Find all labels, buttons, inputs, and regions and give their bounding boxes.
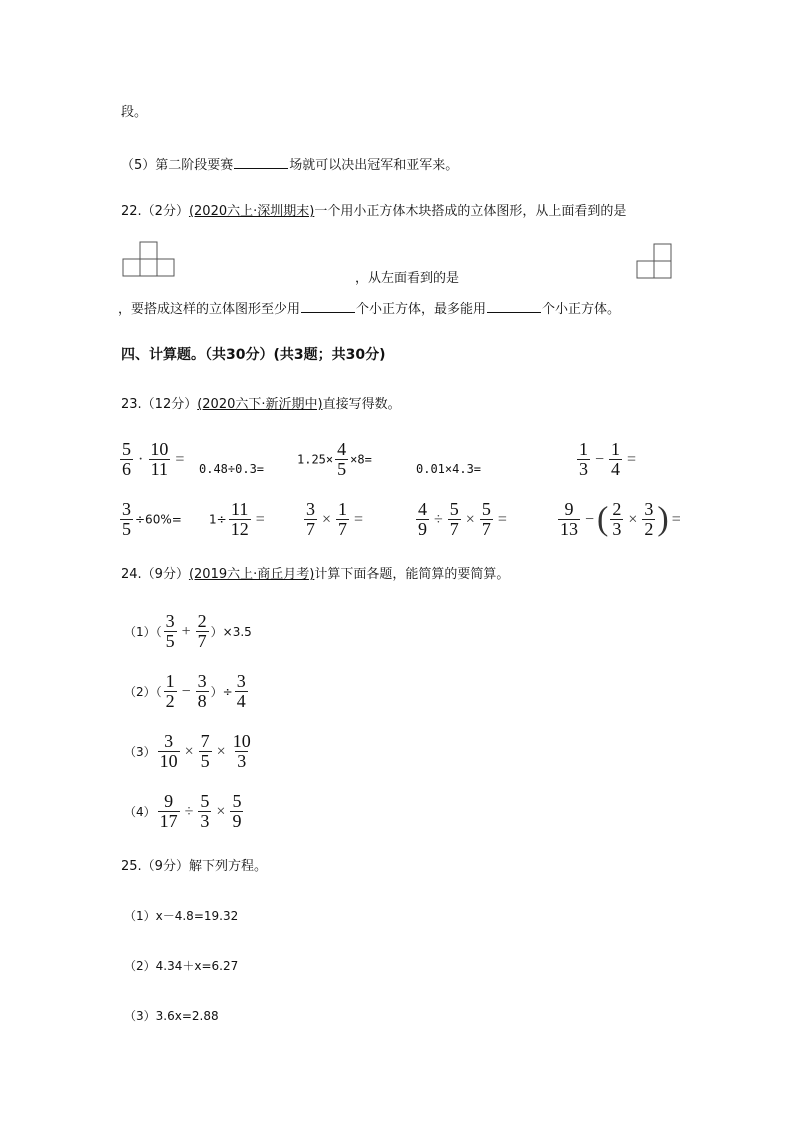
question-number: 22.（2分） — [121, 204, 189, 219]
q21-part5-post: 场就可以决出冠军和亚军来。 — [289, 158, 459, 173]
fraction: $\frac{11}{12}$ — [230, 499, 249, 539]
left-view-figure — [636, 243, 673, 280]
q22-text2-pre: ，要搭成这样的立体图形至少用 — [118, 302, 301, 317]
fraction: $\frac{5}{7}$ — [449, 499, 459, 539]
q23-instr: 直接写得数。 — [322, 397, 401, 412]
q25-instr: 解下列方程。 — [188, 859, 267, 874]
answer-blank[interactable] — [234, 154, 288, 169]
fraction: $\frac{2}{7}$ — [197, 611, 207, 651]
fraction: $\frac{3}{5}$ — [165, 611, 175, 651]
question-number: 24.（9分） — [121, 567, 189, 582]
q22-mid-text: ，从左面看到的是 — [355, 271, 460, 286]
fraction: $\frac{3}{7}$ — [306, 499, 315, 539]
question-source-link[interactable]: (2019六上·商丘月考) — [188, 567, 315, 582]
question-number: 25.（9分） — [121, 859, 189, 874]
q23-expr-7: 1÷ $\frac{11}{12}$ = — [209, 499, 265, 539]
q21-part5-pre: （5）第二阶段要赛 — [121, 158, 234, 173]
q22-stem — [121, 203, 626, 221]
fraction: $\frac{9}{13}$ — [560, 499, 578, 539]
q23-expr-9: $\frac{4}{9}$ ÷ $\frac{5}{7}$ × $\frac{5}{7}$ = — [418, 499, 507, 539]
q23-expr-10: $\frac{9}{13}$ −( $\frac{2}{3}$ × $\frac{3}{2}$ ) = — [560, 499, 681, 539]
fraction: $\frac{10}{3}$ — [232, 731, 251, 771]
fraction: $\frac{1}{7}$ — [338, 499, 348, 539]
fraction: $\frac{3}{8}$ — [197, 671, 207, 711]
q24-part2: （2）（ $\frac{1}{2}$ − $\frac{3}{8}$ ）÷ $\frac{3}{4}$ — [124, 671, 246, 711]
q21-tail: 段。 — [121, 105, 148, 120]
fraction: $\frac{4}{9}$ — [418, 499, 427, 539]
section-title: 四、计算题。（共30分）(共3题；共30分) — [121, 347, 386, 363]
fraction: $\frac{4}{5}$ — [337, 439, 347, 479]
q24-stem — [121, 566, 509, 584]
fraction: $\frac{5}{7}$ — [481, 499, 491, 539]
fraction: $\frac{5}{3}$ — [200, 791, 210, 831]
q24-part3: （3） $\frac{3}{10}$ × $\frac{7}{5}$ × $\frac{10}{3}$ — [124, 731, 251, 771]
q23-expr-3: 1.25× $\frac{4}{5}$ ×8= — [297, 439, 372, 479]
fraction: $\frac{1}{4}$ — [611, 439, 621, 479]
question-source-link[interactable]: (2020六下·新沂期中) — [197, 397, 323, 412]
fraction: $\frac{5}{9}$ — [232, 791, 242, 831]
q22-answer-line — [118, 298, 620, 319]
q23-expr-6: $\frac{3}{5}$ ÷60%= — [122, 499, 182, 539]
top-view-figure — [122, 241, 176, 278]
fraction: $\frac{3}{2}$ — [644, 499, 654, 539]
q23-expr-1: $\frac{5}{6}$ · $\frac{10}{11}$ = — [122, 439, 185, 479]
fraction: $\frac{7}{5}$ — [200, 731, 210, 771]
q21-part5 — [121, 154, 458, 175]
answer-blank[interactable] — [487, 298, 541, 313]
q24-instr: 计算下面各题，能简算的要简算。 — [314, 567, 510, 582]
answer-blank[interactable] — [301, 298, 355, 313]
q23-stem — [121, 396, 401, 414]
fraction: $\frac{3}{4}$ — [236, 671, 246, 711]
fraction: $\frac{1}{3}$ — [579, 439, 588, 479]
fraction: $\frac{1}{2}$ — [165, 671, 175, 711]
q23-expr-2: 0.48÷0.3= — [199, 462, 265, 476]
q25-part1: （1）x－4.8=19.32 — [124, 909, 239, 923]
q23-expr-5: $\frac{1}{3}$ − $\frac{1}{4}$ = — [579, 439, 637, 479]
fraction: $\frac{10}{11}$ — [150, 439, 169, 479]
q22-text2-post: 个小正方体。 — [542, 302, 621, 317]
q24-part1: （1）（ $\frac{3}{5}$ + $\frac{2}{7}$ ）×3.5 — [124, 611, 252, 651]
question-number: 23.（12分） — [121, 397, 198, 412]
q23-expr-8: $\frac{3}{7}$ × $\frac{1}{7}$ = — [306, 499, 364, 539]
question-source-link[interactable]: (2020六上·深圳期末) — [188, 204, 315, 219]
fraction: $\frac{3}{5}$ — [122, 499, 131, 539]
fraction: $\frac{2}{3}$ — [612, 499, 622, 539]
fraction: $\frac{5}{6}$ — [122, 439, 131, 479]
fraction: $\frac{3}{10}$ — [159, 731, 178, 771]
q25-stem — [121, 858, 267, 876]
q22-text1: 一个用小正方体木块搭成的立体图形，从上面看到的是 — [314, 204, 627, 219]
q22-text2-mid: 个小正方体，最多能用 — [356, 302, 487, 317]
q25-part3: （3）3.6x=2.88 — [124, 1009, 219, 1023]
q23-expr-4: 0.01×4.3= — [416, 462, 482, 476]
q25-part2: （2）4.34＋x=6.27 — [124, 959, 239, 973]
fraction: $\frac{9}{17}$ — [159, 791, 178, 831]
q24-part4: （4） $\frac{9}{17}$ ÷ $\frac{5}{3}$ × $\frac{5}{9}$ — [124, 791, 242, 831]
